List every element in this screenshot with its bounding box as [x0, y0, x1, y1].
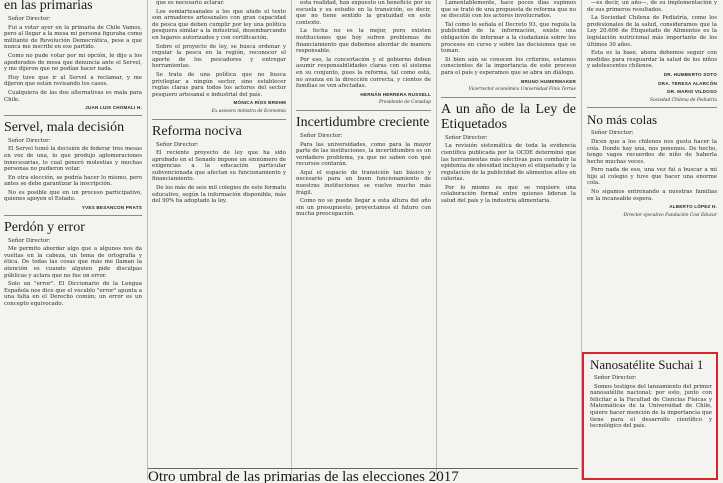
letter-signature-role: Ex asesora ministra de Economía — [211, 108, 286, 114]
letter-paragraph: Lamentablemente, hace pocos días supimos que se trató de una propuesta de reforma que no se discutió con los actores involucrados. — [441, 0, 576, 20]
column-4 — [441, 0, 576, 207]
letter-paragraph: Fui a votar ayer en la primaria de Chile Vamos, pero al llegar a la mesa mi persona figuraba como militante de Revolución Democrática, pese a que nunca me inscribí en ese partido. — [4, 24, 142, 51]
letter-signature-role: Vicerrector económico Universidad Finis Terrae — [468, 87, 576, 93]
letter-paragraph: Aquí el espacio de transición tan básico y necesario para un buen funcionamiento de nuestras instituciones se vuelve mucho más frágil. — [296, 169, 431, 196]
letter-paragraph: La revisión sistemática de toda la evidencia científica publicada por la OCDE determinó que las herramientas más efectivas para combatir la epidemia de obesidad incluyen el etiquetado y la regulación de la publicidad de alimentos altos en calorías. — [441, 143, 576, 183]
column-3 — [296, 0, 431, 220]
letter-paragraph: No sigamos entrenando a nuestras familias en la incansable espera. — [587, 189, 717, 202]
letter-title: No más colas — [587, 112, 658, 128]
letter-greeting: Señor Director: — [8, 137, 51, 144]
letter-divider — [296, 110, 431, 111]
letter-divider — [441, 97, 576, 98]
letter-divider — [4, 215, 142, 216]
letter-paragraph: El reciente proyecto de ley que ha sido aprobado en el Senado impone un sinnúmero de exigencias a la educación particular subvencionada que afectan su funcionamiento y financiamiento. — [152, 150, 286, 183]
letter-greeting: Señor Director: — [8, 16, 51, 22]
letter-signature: MÓNICA RÍOS BREHM — [233, 100, 286, 106]
letter-paragraph: Solo un "error". El Diccionario de la Lengua Española nos dice que el vocablo "error" apunta a una falta en el Derecho común; un error es un concepto equivocado. — [4, 281, 142, 307]
letter-paragraph: En otra elección, se podría hacer lo mismo, pero antes se debe garantizar la inscripción. — [4, 174, 142, 188]
letter-signature: HERNÁN HERRERA RUSSELL — [360, 91, 431, 97]
letter-signature: DR. MARIO VILDOSO — [667, 89, 717, 95]
letter-signature-role: Director ejecutivo Fundación Cosi Educar — [623, 212, 717, 218]
letter-greeting: Señor Director: — [445, 134, 488, 141]
column-divider — [436, 0, 437, 480]
letter-paragraph: Para las universidades, como para la mayor parte de las instituciones, la incertidumbre es un verdadero problema, ya que no saben con qué recursos contarán. — [296, 141, 431, 168]
letter-paragraph: Por eso, la concertación y el gobierno deben asumir responsabilidades claras con el sistema en su conjunto, pues la reforma, tal como está, no avanza en la dirección correcta, y cientos de familias se ven afectadas. — [296, 56, 431, 90]
letter-paragraph: No es posible que en un proceso participativo, quienes apoyen el Estado. — [4, 189, 142, 203]
column-divider — [291, 0, 292, 480]
letter-paragraph: Como no se puede llegar a esta altura del año sin un presupuesto, proyectamos el futuro con mucha preocupación. — [296, 198, 431, 218]
letter-paragraph: Si bien aún se conocen los criterios, estamos conscientes de la importancia de este proceso para el país y esperamos que se abra un diálogo. — [441, 56, 576, 76]
letter-paragraph: De los más de seis mil colegios de este formato educativo, según la información disponible, más del 90% ha adoptado la ley. — [152, 185, 286, 205]
letter-paragraph: Me permito abordar algo que a algunos nos da vueltas en la cabeza, un tema de ortografía y ética. De todas las cosas que más me llaman la atención es cuando alguien pide disculpas públicas y aclara que no fue un error. — [4, 246, 142, 279]
letter-greeting: Señor Director: — [8, 237, 51, 244]
letter-title: Incertidumbre creciente — [296, 114, 430, 130]
letter-signature: YVES BESANCON PRATS — [81, 205, 142, 211]
letter-signature: DR. HUMBERTO SOTO — [663, 71, 717, 77]
letter-paragraph: Tal como lo señala el Decreto 93, que regula la publicidad de la información, existe una obligación de informar a la ciudadanía sobre los procesos en curso y sobre las decisiones que se toman. — [441, 21, 576, 55]
letter-title: Reforma nociva — [152, 123, 242, 139]
column-2 — [152, 0, 286, 207]
letter-title: A un año de la Ley de Etiquetados — [441, 101, 576, 132]
letter-title: Servel, mala decisión — [4, 119, 125, 135]
letter-greeting: Señor Director: — [591, 130, 634, 137]
letter-greeting: Señor Director: — [594, 375, 637, 381]
letter-paragraph: Los semiartesanales a los que alude el texto son armadores artesanales con gran capacidad de pesca que deben cumplir por ley una política pesquera similar a la industrial, desembarcando en lugares autorizados y con certificación. — [152, 8, 286, 41]
letter-paragraph: que es necesario aclarar. — [156, 0, 225, 6]
letter-title: Perdón y error — [4, 219, 85, 235]
letter-divider — [152, 119, 286, 120]
letter-signature: JUAN LUIS CHOMALI H. — [85, 105, 142, 111]
letter-paragraph: Esta es la base, ahora debemos seguir con medidas para resguardar la salud de los niños y adolescentes chilenos. — [587, 50, 717, 70]
letter-paragraph: Sobre el proyecto de ley, se busca ordenar y regular la pesca en la región, reconocer el aporte de los pescadores y entregar herramientas. — [152, 43, 286, 70]
column-divider — [147, 0, 148, 480]
letter-paragraph: El Servel tomó la decisión de federar tres mesas en vez de una, lo que produjo aglomeraciones innecesarias, lo cual generó molestias y muchas personas no pudieron votar. — [4, 146, 142, 173]
letter-divider — [4, 115, 142, 116]
letter-title: Nanosatélite Suchai 1 — [590, 357, 704, 372]
highlighted-letter-box — [582, 352, 718, 480]
letter-paragraph: Pero nada de eso, una vez fui a buscar a mi hijo al colegio y tuve que hacer una enorme cola. — [587, 167, 717, 187]
letter-greeting: Señor Director: — [156, 141, 199, 148]
letter-paragraph: Como no pude votar por mi opción, le dijo a los apoderados de mesa que denuncia ante el Servel, y me dijeron que no podían hacer nada. — [4, 52, 142, 73]
letter-divider — [587, 107, 717, 108]
column-1 — [4, 0, 142, 310]
bottom-headline: Otro umbral de las primarias de las elecciones 2017 — [148, 468, 578, 483]
letter-paragraph: Hoy tuve que ir al Servel a reclamar, y me dijeron que están revisando los casos. — [4, 74, 142, 88]
letter-paragraph: La fecha no es la mejor, pero existen instituciones que hoy sufren problemas de financiamiento que debemos abordar de manera responsable. — [296, 28, 431, 55]
column-5 — [587, 0, 717, 221]
letter-signature: DRA. TERESA ALARCÓN — [658, 80, 717, 86]
letter-paragraph: Se trata de una política que no busca privilegiar a ningún sector, sino establecer reglas claras para todos los actores del sector pesquero artesanal e industrial del país. — [152, 71, 286, 98]
letter-paragraph: Somos testigos del lanzamiento del primer nanosatélite nacional; por esto, junto con felicitar a la Facultad de Ciencias Físicas y Matemáticas de la Universidad de Chile, quiero hacer mención de la importancia que tiene para el desarrollo científico y tecnológico del país. — [590, 383, 712, 430]
letter-title: en las primarias — [4, 0, 93, 13]
letter-signature-role: Sociedad Chilena de Pediatría — [649, 97, 717, 103]
letter-paragraph: —es decir, un año—, de su implementación y de sus primeros resultados. — [587, 0, 717, 13]
letter-paragraph: Dicen que a los chilenos nos gusta hacer la cola. Donde hay una, nos ponemos. De hecho, tengo vagos recuerdos de niño de haberla hecho muchas veces. — [587, 138, 717, 165]
letter-paragraph: Por lo mismo es que se requiere una colaboración formal entre quienes lideran la salud del país y la industria alimentaria. — [441, 184, 576, 205]
letter-paragraph: La Sociedad Chilena de Pediatría, como los profesionales de la salud, consideramos que la Ley 20.606 de Etiquetado de Alimentos es la legislación nutricional más importante de los últimos 30 años. — [587, 15, 717, 48]
letter-paragraph: esta realidad, han expuesto un beneficio por su escuela y su estudio en la transición, es decir, que no tiene sentido la gratuidad en este contexto. — [296, 0, 431, 26]
letter-paragraph: Cualquiera de las dos alternativas es mala para Chile. — [4, 89, 142, 103]
letter-signature: BRUNO HUMERMAKER — [520, 78, 576, 84]
letter-greeting: Señor Director: — [300, 132, 343, 139]
letter-signature-role: Presidente de Conadup — [378, 100, 431, 106]
letter-signature: ALBERTO LÓPEZ H. — [669, 204, 717, 210]
